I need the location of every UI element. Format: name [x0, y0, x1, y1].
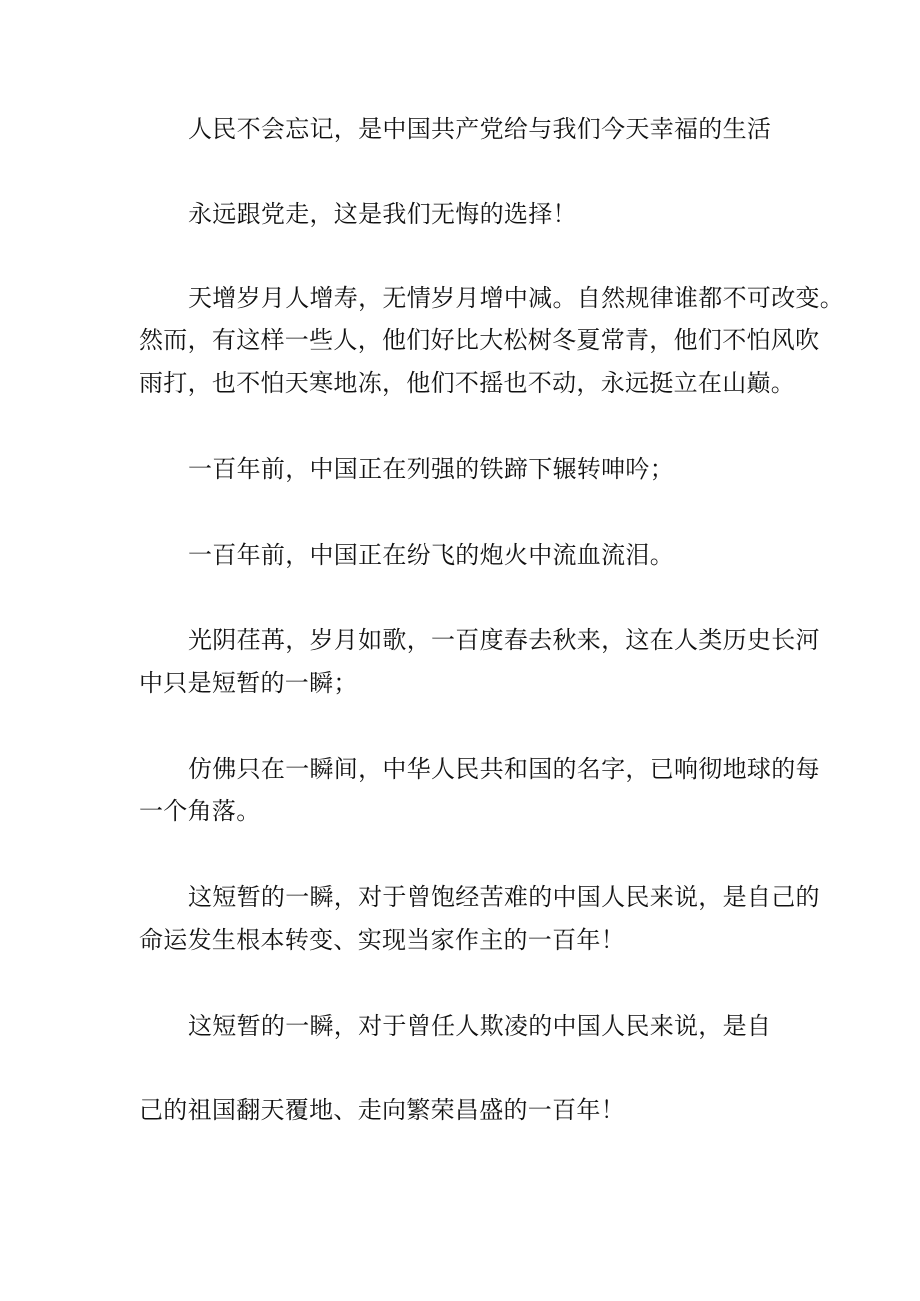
paragraph-6-line-1: 光阴荏苒，岁月如歌，一百度春去秋来，这在人类历史长河: [188, 626, 820, 654]
paragraph-5-line-1: 一百年前，中国正在纷飞的炮火中流血流泪。: [188, 541, 674, 569]
paragraph-2-line-1: 永远跟党走，这是我们无悔的选择！: [188, 200, 577, 228]
paragraph-8-line-2: 命运发生根本转变、实现当家作主的一百年！: [139, 926, 625, 954]
paragraph-7-line-1: 仿佛只在一瞬间，中华人民共和国的名字，已响彻地球的每: [188, 755, 820, 783]
paragraph-3-line-1: 天增岁月人增寿，无情岁月增中减。自然规律谁都不可改变。: [188, 284, 845, 312]
paragraph-3-line-3: 雨打，也不怕天寒地冻，他们不摇也不动，永远挺立在山巅。: [139, 369, 796, 397]
paragraph-7-line-2: 一个角落。: [139, 797, 261, 825]
paragraph-8-line-1: 这短暂的一瞬，对于曾饱经苦难的中国人民来说，是自己的: [188, 883, 820, 911]
paragraph-10-line-1: 己的祖国翻天覆地、走向繁荣昌盛的一百年！: [139, 1096, 625, 1124]
paragraph-1-line-1: 人民不会忘记，是中国共产党给与我们今天幸福的生活: [188, 115, 772, 143]
paragraph-4-line-1: 一百年前，中国正在列强的铁蹄下辗转呻吟；: [188, 455, 674, 483]
paragraph-3-line-2: 然而，有这样一些人，他们好比大松树冬夏常青，他们不怕风吹: [139, 326, 820, 354]
paragraph-6-line-2: 中只是短暂的一瞬；: [139, 669, 358, 697]
paragraph-9-line-1: 这短暂的一瞬，对于曾任人欺凌的中国人民来说，是自: [188, 1012, 772, 1040]
